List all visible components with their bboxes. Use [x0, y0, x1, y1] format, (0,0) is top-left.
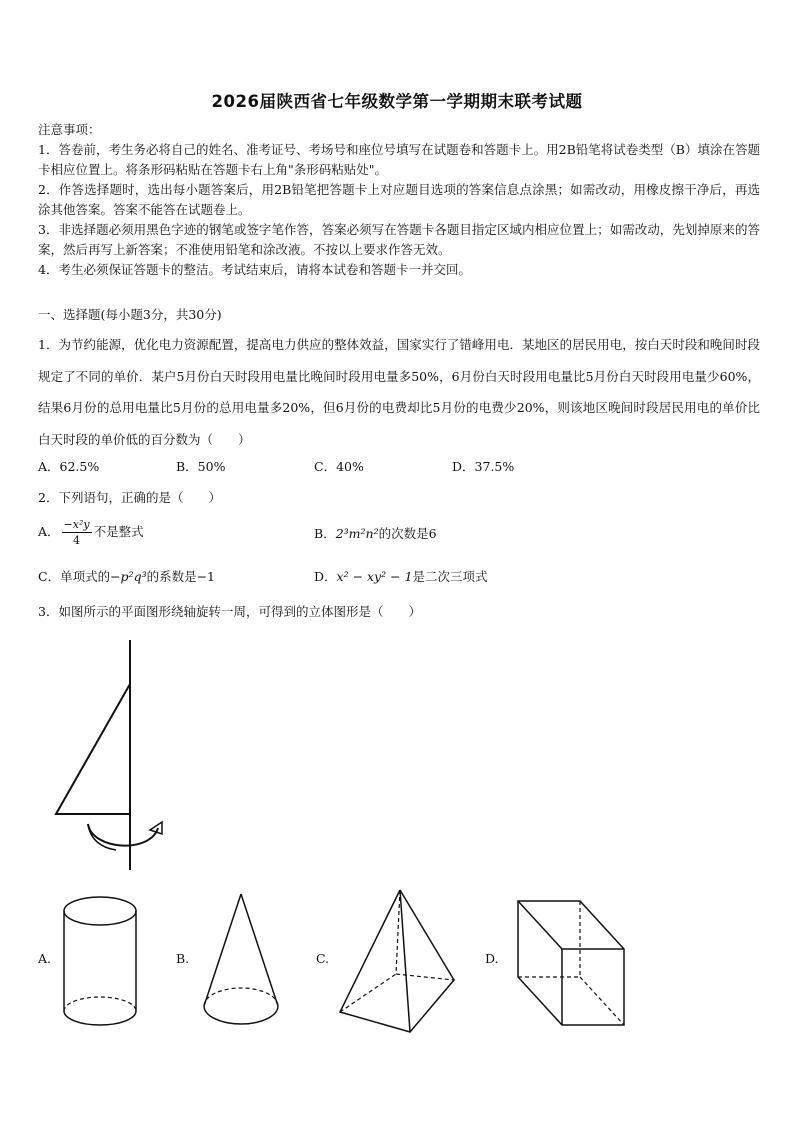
q2-d-expr: x² − xy² − 1	[336, 569, 413, 584]
prism-icon[interactable]	[512, 895, 632, 1031]
q1-option-b[interactable]: B．50%	[176, 459, 226, 474]
q1-option-a[interactable]: A．62.5%	[38, 459, 100, 474]
q2-a-tail: 不是整式	[93, 524, 144, 539]
notes-heading: 注意事项：	[38, 122, 101, 137]
q2-a-numerator: −x²y	[63, 518, 90, 531]
q2-a-label: A．	[38, 524, 60, 539]
notes-item-2: 2．作答选择题时，选出每小题答案后，用2B铅笔把答题卡上对应题目选项的答案信息点涂黑；如需改动，用橡皮擦干净后，再选涂其他答案。答案不能答在试题卷上。	[38, 182, 760, 217]
q2-b-label: B．	[314, 526, 336, 541]
q3-option-b-label[interactable]: B.	[176, 951, 190, 966]
notes-item-4: 4．考生必须保证答题卡的整洁。考试结束后，请将本试卷和答题卡一并交回。	[38, 262, 471, 277]
notes-item-3: 3．非选择题必须用黑色字迹的钢笔或签字笔作答，答案必须写在答题卡各题目指定区域内相应位置上；如需改动，先划掉原来的答案，然后再写上新答案；不准使用铅笔和涂改液。不按以上要求作答无效。	[38, 222, 760, 257]
q2-d-tail: 是二次三项式	[412, 569, 488, 584]
q2-a-fraction	[62, 517, 92, 548]
pyramid-icon[interactable]	[334, 886, 466, 1034]
rotation-arrowhead-icon	[150, 822, 162, 834]
q2-c-label: C．单项式的	[38, 569, 111, 584]
rotation-figure	[50, 636, 170, 874]
cylinder-icon[interactable]	[58, 893, 142, 1033]
right-triangle	[56, 684, 130, 814]
q2-option-a[interactable]	[38, 517, 144, 548]
q3-option-d-label[interactable]: D.	[485, 951, 499, 966]
q2-b-tail: 的次数是6	[378, 526, 437, 541]
q3-option-c-label[interactable]: C.	[316, 951, 330, 966]
notes-block	[38, 120, 760, 280]
section-heading: 一、选择题(每小题3分，共30分)	[38, 307, 222, 322]
q2-c-expr: −p²q³	[110, 569, 147, 584]
q2-c-tail: 的系数是−1	[146, 569, 216, 584]
notes-item-1: 1．答卷前，考生务必将自己的姓名、准考证号、考场号和座位号填写在试题卷和答题卡上。用2B铅笔将试卷类型（B）填涂在答题卡相应位置上。将条形码粘贴在答题卡右上角"条形码粘贴处"。	[38, 142, 760, 177]
q2-a-denominator: 4	[73, 534, 81, 547]
q2-d-label: D．	[314, 569, 337, 584]
q2-option-d[interactable]	[314, 567, 488, 585]
q2-option-b[interactable]	[314, 524, 437, 542]
page-title: 2026届陕西省七年级数学第一学期期末联考试题	[211, 92, 583, 111]
q1-option-d[interactable]: D．37.5%	[452, 459, 515, 474]
q2-b-expr: 2³m²n²	[335, 526, 379, 541]
question-1-text: 1．为节约能源，优化电力资源配置，提高电力供应的整体效益，国家实行了错峰用电．某地区的居民用电，按白天时段和晚间时段规定了不同的单价．某户5月份白天时段用电量比晚间时段用电量多50%，6月份白天时段用电量比5月份白天时段用电量少60%，结果6月份的总用电量比5月份的总用电量多20%，但6月份的电费却比5月份的电费少20%，则该地区晚间时段居民用电的单价比白天时段的单价低的百分数为（ ）	[38, 337, 760, 447]
rotation-arrow-inner	[88, 824, 116, 850]
question-3-text: 3．如图所示的平面图形绕轴旋转一周，可得到的立体图形是（ ）	[38, 604, 421, 619]
q3-option-a-label[interactable]: A.	[38, 951, 52, 966]
q1-option-c[interactable]: C．40%	[314, 459, 364, 474]
q2-option-c[interactable]	[38, 567, 215, 585]
cone-icon[interactable]	[198, 890, 284, 1032]
question-2-options-row1	[38, 517, 760, 551]
question-2-text: 2．下列语句，正确的是（ ）	[38, 490, 221, 505]
